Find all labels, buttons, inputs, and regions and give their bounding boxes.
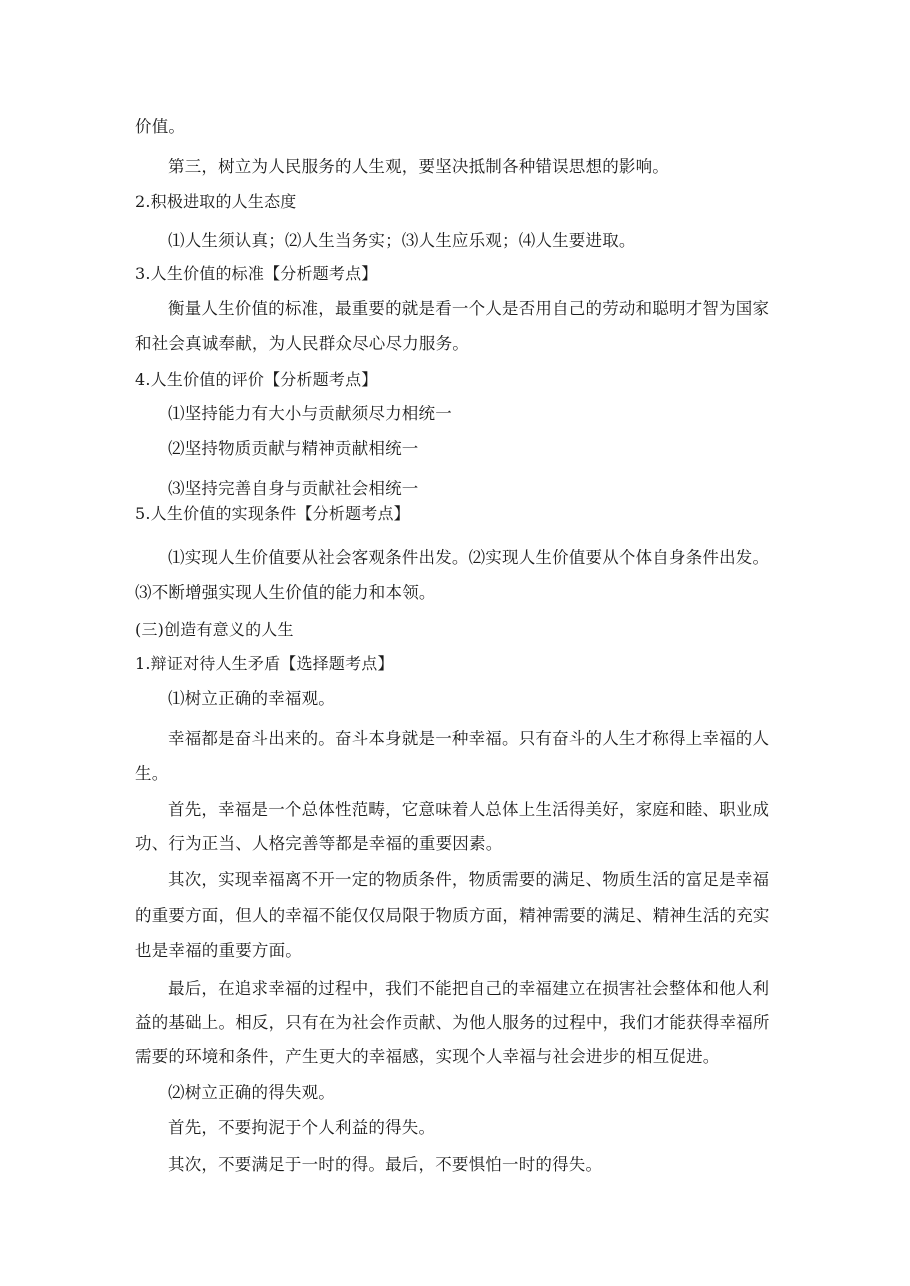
section-heading: 4.人生价值的评价【分析题考点】 [135, 370, 378, 389]
text-line: 功、行为正当、人格完善等都是幸福的重要因素。 [135, 834, 503, 853]
text-line: 最后，在追求幸福的过程中，我们不能把自己的幸福建立在损害社会整体和他人利 [168, 979, 770, 998]
list-item: ⑴人生须认真；⑵人生当务实；⑶人生应乐观；⑷人生要进取。 [168, 231, 636, 250]
list-item: ⑶坚持完善自身与贡献社会相统一 [168, 479, 419, 498]
section-heading: 2.积极进取的人生态度 [135, 192, 297, 211]
text-line: 首先，不要拘泥于个人利益的得失。 [168, 1118, 436, 1137]
text-line: 幸福都是奋斗出来的。奋斗本身就是一种幸福。只有奋斗的人生才称得上幸福的人 [168, 729, 770, 748]
text-line: 第三，树立为人民服务的人生观，要坚决抵制各种错误思想的影响。 [168, 157, 669, 176]
text-line: 其次，实现幸福离不开一定的物质条件，物质需要的满足、物质生活的富足是幸福 [168, 870, 770, 889]
list-item: ⑴坚持能力有大小与贡献须尽力相统一 [168, 404, 452, 423]
text-line: ⑶不断增强实现人生价值的能力和本领。 [135, 583, 436, 602]
text-line: 和社会真诚奉献，为人民群众尽心尽力服务。 [135, 334, 469, 353]
text-line: ⑴实现人生价值要从社会客观条件出发。⑵实现人生价值要从个体自身条件出发。 [168, 548, 770, 567]
text-line: 首先，幸福是一个总体性范畴，它意味着人总体上生活得美好，家庭和睦、职业成 [168, 800, 770, 819]
text-line: 也是幸福的重要方面。 [135, 941, 302, 960]
section-heading: 1.辩证对待人生矛盾【选择题考点】 [135, 654, 394, 673]
text-line: 的重要方面，但人的幸福不能仅仅局限于物质方面，精神需要的满足、精神生活的充实 [135, 906, 770, 925]
text-line: 其次，不要满足于一时的得。最后，不要惧怕一时的得失。 [168, 1155, 603, 1174]
list-item: ⑴树立正确的幸福观。 [168, 689, 335, 708]
section-heading: 3.人生价值的标准【分析题考点】 [135, 264, 378, 283]
text-line: 衡量人生价值的标准，最重要的就是看一个人是否用自己的劳动和聪明才智为国家 [168, 299, 770, 318]
section-heading: 5.人生价值的实现条件【分析题考点】 [135, 504, 410, 523]
text-line: 生。 [135, 764, 169, 783]
list-item: ⑵树立正确的得失观。 [168, 1083, 335, 1102]
text-line: 价值。 [135, 117, 186, 136]
text-line: 益的基础上。相反，只有在为社会作贡献、为他人服务的过程中，我们才能获得幸福所 [135, 1013, 770, 1032]
list-item: ⑵坚持物质贡献与精神贡献相统一 [168, 439, 419, 458]
section-heading: (三)创造有意义的人生 [135, 620, 294, 639]
text-line: 需要的环境和条件，产生更大的幸福感，实现个人幸福与社会进步的相互促进。 [135, 1047, 720, 1066]
